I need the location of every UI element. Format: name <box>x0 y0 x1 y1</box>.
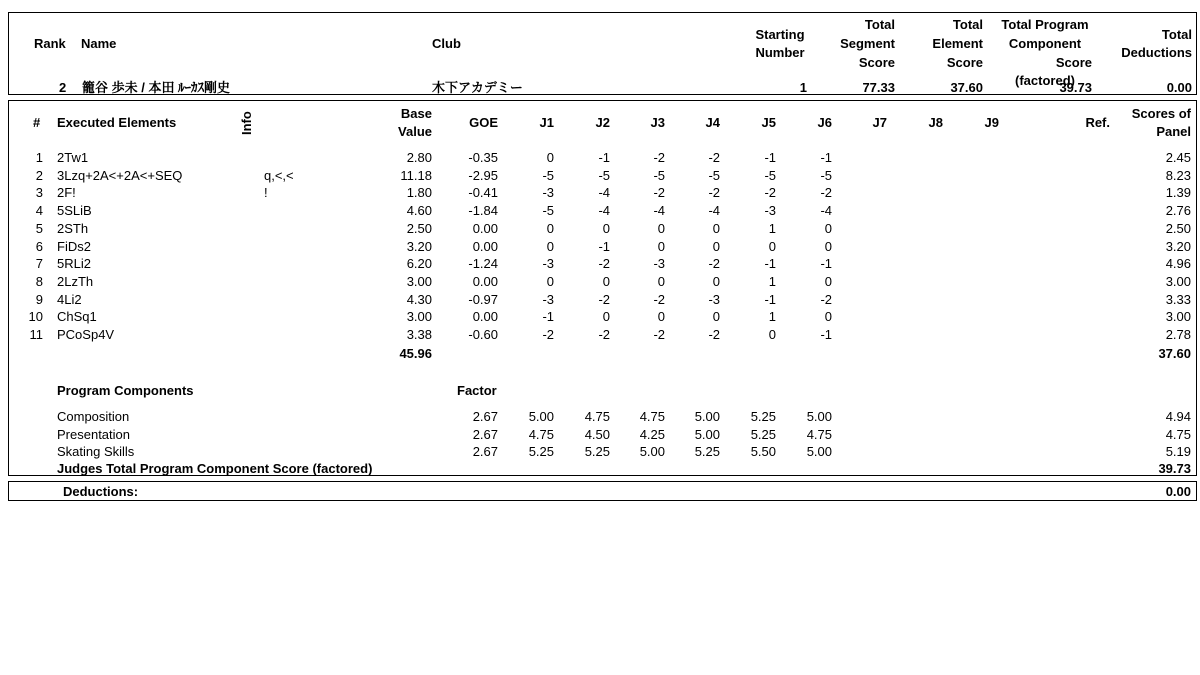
judge-header-7: J7 <box>872 115 887 130</box>
element-judge-score: 0 <box>768 238 776 254</box>
element-code: 2F! <box>57 185 76 201</box>
component-factor: 2.67 <box>472 426 498 442</box>
element-judge-score: -2 <box>820 185 832 201</box>
element-judge-score: -2 <box>598 256 610 272</box>
element-num: 7 <box>35 256 43 272</box>
judge-header-8: J8 <box>928 115 943 130</box>
element-num: 9 <box>35 291 43 307</box>
element-num: 11 <box>29 327 43 342</box>
component-judge-score: 5.25 <box>528 444 554 460</box>
component-name: Presentation <box>57 426 130 442</box>
total-element-score-label-1: Total <box>952 17 983 32</box>
col-num-header: # <box>33 115 41 130</box>
tpcs-label-1: Total Program <box>1001 17 1089 32</box>
col-info-header: Info <box>239 111 254 135</box>
element-judge-score: 0 <box>824 273 832 289</box>
element-goe: 0.00 <box>472 309 498 325</box>
element-judge-score: -4 <box>653 203 665 219</box>
element-judge-score: -5 <box>820 167 832 183</box>
judge-header-1: J1 <box>539 115 554 130</box>
element-judge-score: 0 <box>602 220 610 236</box>
element-judge-score: 0 <box>546 220 554 236</box>
judge-header-2: J2 <box>595 115 610 130</box>
tpcs-label-2: Component <box>1008 36 1082 51</box>
starting-number-label-2: Number <box>755 45 805 60</box>
component-judge-score: 5.00 <box>528 409 554 424</box>
rank-label: Rank <box>34 36 66 51</box>
component-judge-score: 5.25 <box>750 426 776 442</box>
col-panel-header-2: Panel <box>1156 124 1191 139</box>
element-judge-score: -3 <box>542 291 554 307</box>
col-goe-header: GOE <box>469 115 498 130</box>
col-base-header-2: Value <box>398 124 432 139</box>
element-num: 10 <box>28 309 43 325</box>
element-panel-score: 8.23 <box>1165 167 1191 183</box>
component-panel-score: 4.94 <box>1165 409 1191 424</box>
element-base-value: 4.30 <box>406 291 432 307</box>
component-judge-score: 5.25 <box>584 444 610 460</box>
element-judge-score: 0 <box>602 309 610 325</box>
component-judge-score: 5.25 <box>750 409 776 424</box>
element-panel-score: 3.33 <box>1165 291 1191 307</box>
component-factor: 2.67 <box>472 409 498 424</box>
deductions-value: 0.00 <box>1165 484 1191 499</box>
element-panel-score: 2.50 <box>1165 220 1191 236</box>
element-goe: 0.00 <box>472 220 498 236</box>
element-base-value: 2.80 <box>406 150 432 165</box>
element-panel-score: 2.76 <box>1165 203 1191 219</box>
element-code: 4Li2 <box>57 291 82 307</box>
element-judge-score: -2 <box>598 291 610 307</box>
element-judge-score: 0 <box>712 309 720 325</box>
element-judge-score: -5 <box>708 167 720 183</box>
col-elements-header: Executed Elements <box>57 115 177 130</box>
element-judge-score: 0 <box>712 238 720 254</box>
component-panel-score: 5.19 <box>1165 444 1191 460</box>
element-code: PCoSp4V <box>57 327 115 342</box>
component-judge-score: 4.75 <box>639 409 665 424</box>
element-info: ! <box>264 185 268 201</box>
element-judge-score: -1 <box>764 256 776 272</box>
element-judge-score: -2 <box>708 185 720 201</box>
element-goe: -0.60 <box>468 327 498 342</box>
element-judge-score: -4 <box>708 203 720 219</box>
element-panel-score: 3.00 <box>1165 273 1191 289</box>
col-panel-header-1: Scores of <box>1131 106 1191 121</box>
element-judge-score: -2 <box>653 291 665 307</box>
element-judge-score: -2 <box>708 150 720 165</box>
element-base-value: 1.80 <box>406 185 432 201</box>
element-judge-score: -2 <box>708 327 720 342</box>
element-judge-score: 0 <box>824 220 832 236</box>
total-segment-score-label-1: Total <box>864 17 895 32</box>
element-judge-score: 0 <box>824 238 832 254</box>
judges-total-pcs-value: 39.73 <box>1158 461 1191 476</box>
total-element-score-label-3: Score <box>946 55 983 70</box>
element-judge-score: -5 <box>653 167 665 183</box>
element-base-value: 11.18 <box>400 167 432 183</box>
element-judge-score: 1 <box>768 273 776 289</box>
total-deductions-label-1: Total <box>1161 27 1192 42</box>
element-goe: -0.35 <box>468 150 498 165</box>
skater-name: 籠谷 歩未 / 本田 ﾙｰｶｽ剛史 <box>82 80 231 95</box>
starting-number-value: 1 <box>799 80 807 95</box>
judge-header-3: J3 <box>650 115 665 130</box>
col-ref-header: Ref. <box>1085 115 1110 130</box>
judge-header-6: J6 <box>817 115 832 130</box>
component-judge-score: 4.25 <box>639 426 665 442</box>
judges-total-pcs-label: Judges Total Program Component Score (factored) <box>57 461 373 476</box>
element-judge-score: -2 <box>542 327 554 342</box>
element-base-value: 2.50 <box>406 220 432 236</box>
total-element-score-value: 37.60 <box>950 80 983 95</box>
element-goe: -1.24 <box>468 256 498 272</box>
element-judge-score: -1 <box>542 309 554 325</box>
element-judge-score: -2 <box>653 150 665 165</box>
element-judge-score: -4 <box>598 185 610 201</box>
total-segment-score-value: 77.33 <box>862 80 895 95</box>
component-factor: 2.67 <box>472 444 498 460</box>
program-components-title: Program Components <box>57 383 194 398</box>
element-judge-score: -3 <box>708 291 720 307</box>
element-code: 5RLi2 <box>57 256 91 272</box>
tpcs-label-4: (factored) <box>1015 73 1075 88</box>
element-num: 4 <box>35 203 43 219</box>
component-judge-score: 5.00 <box>806 409 832 424</box>
starting-number-label-1: Starting <box>755 27 805 42</box>
component-name: Skating Skills <box>57 444 135 460</box>
element-judge-score: -1 <box>820 150 832 165</box>
element-code: 2Tw1 <box>57 150 89 165</box>
element-panel-score: 1.39 <box>1165 185 1191 201</box>
element-judge-score: 1 <box>768 220 776 236</box>
element-code: 5SLiB <box>57 203 92 219</box>
element-judge-score: 0 <box>657 309 665 325</box>
element-judge-score: -2 <box>708 256 720 272</box>
element-base-value: 3.00 <box>406 273 432 289</box>
element-goe: -1.84 <box>468 203 498 219</box>
element-judge-score: 0 <box>546 238 554 254</box>
element-code: 2LzTh <box>57 273 94 289</box>
element-code: 3Lzq+2A<+2A<+SEQ <box>57 167 183 183</box>
element-judge-score: 1 <box>768 309 776 325</box>
col-base-header-1: Base <box>400 106 432 121</box>
element-judge-score: -5 <box>542 203 554 219</box>
name-label: Name <box>81 36 117 51</box>
total-element-score-label-2: Element <box>932 36 983 51</box>
element-goe: 0.00 <box>472 238 498 254</box>
element-judge-score: 0 <box>768 327 776 342</box>
element-goe: -0.41 <box>468 185 498 201</box>
total-deductions-value: 0.00 <box>1166 80 1192 95</box>
element-judge-score: -1 <box>764 291 776 307</box>
judge-header-9: J9 <box>984 115 999 130</box>
element-judge-score: -3 <box>542 185 554 201</box>
club-name: 木下アカデミー <box>432 80 523 95</box>
element-judge-score: 0 <box>602 273 610 289</box>
score-header <box>8 12 1197 95</box>
component-panel-score: 4.75 <box>1165 426 1191 442</box>
rank-value: 2 <box>59 80 67 95</box>
panel-score-total: 37.60 <box>1158 346 1191 361</box>
component-judge-score: 5.25 <box>694 444 720 460</box>
element-base-value: 4.60 <box>406 203 432 219</box>
element-goe: -2.95 <box>468 167 498 183</box>
element-judge-score: 0 <box>824 309 832 325</box>
element-num: 2 <box>35 167 43 183</box>
deductions-label: Deductions: <box>63 484 139 499</box>
element-judge-score: 0 <box>546 150 554 165</box>
tpcs-value: 39.73 <box>1059 80 1092 95</box>
component-judge-score: 5.50 <box>750 444 776 460</box>
elements-panel <box>8 100 1197 476</box>
component-judge-score: 4.75 <box>584 409 610 424</box>
component-judge-score: 5.00 <box>694 409 720 424</box>
element-judge-score: -3 <box>542 256 554 272</box>
element-judge-score: 0 <box>712 273 720 289</box>
component-name: Composition <box>57 409 130 424</box>
element-num: 5 <box>35 220 43 236</box>
component-judge-score: 4.50 <box>584 426 610 442</box>
component-judge-score: 5.00 <box>806 444 832 460</box>
element-code: FiDs2 <box>57 238 91 254</box>
element-goe: -0.97 <box>468 291 498 307</box>
element-panel-score: 3.20 <box>1165 238 1191 254</box>
judge-header-4: J4 <box>705 115 720 130</box>
element-judge-score: 0 <box>712 220 720 236</box>
element-num: 3 <box>35 185 43 201</box>
element-judge-score: -2 <box>764 185 776 201</box>
element-judge-score: 0 <box>546 273 554 289</box>
total-deductions-label-2: Deductions <box>1121 45 1192 60</box>
element-judge-score: -2 <box>598 327 610 342</box>
component-judge-score: 5.00 <box>639 444 665 460</box>
element-judge-score: -1 <box>820 327 832 342</box>
element-judge-score: -5 <box>764 167 776 183</box>
club-label: Club <box>432 36 461 51</box>
element-judge-score: -1 <box>820 256 832 272</box>
element-info: q,<,< <box>264 167 294 183</box>
element-judge-score: -1 <box>764 150 776 165</box>
element-judge-score: -4 <box>820 203 832 219</box>
total-segment-score-label-2: Segment <box>840 36 895 51</box>
judge-header-5: J5 <box>761 115 776 130</box>
component-judge-score: 5.00 <box>694 426 720 442</box>
element-base-value: 3.38 <box>406 327 432 342</box>
element-judge-score: -2 <box>653 185 665 201</box>
element-base-value: 3.00 <box>406 309 432 325</box>
element-num: 6 <box>35 238 43 254</box>
element-goe: 0.00 <box>472 273 498 289</box>
deductions-row <box>8 481 1197 501</box>
element-panel-score: 4.96 <box>1165 256 1191 272</box>
total-segment-score-label-3: Score <box>858 55 895 70</box>
element-panel-score: 2.45 <box>1165 150 1191 165</box>
element-judge-score: -4 <box>598 203 610 219</box>
element-code: ChSq1 <box>57 309 97 325</box>
element-judge-score: -2 <box>653 327 665 342</box>
element-num: 8 <box>35 273 43 289</box>
element-judge-score: -1 <box>598 150 610 165</box>
element-base-value: 6.20 <box>406 256 432 272</box>
component-judge-score: 4.75 <box>528 426 554 442</box>
tpcs-label-3: Score <box>1055 55 1092 70</box>
element-judge-score: -5 <box>598 167 610 183</box>
element-base-value: 3.20 <box>406 238 432 254</box>
factor-label: Factor <box>457 383 497 398</box>
element-num: 1 <box>35 150 43 165</box>
element-judge-score: 0 <box>657 273 665 289</box>
element-judge-score: -3 <box>653 256 665 272</box>
element-code: 2STh <box>57 220 89 236</box>
component-judge-score: 4.75 <box>806 426 832 442</box>
element-judge-score: -3 <box>764 203 776 219</box>
element-judge-score: -5 <box>542 167 554 183</box>
element-judge-score: -2 <box>820 291 832 307</box>
base-value-total: 45.96 <box>399 346 432 361</box>
element-judge-score: 0 <box>657 238 665 254</box>
element-judge-score: 0 <box>657 220 665 236</box>
element-panel-score: 2.78 <box>1165 327 1191 342</box>
element-judge-score: -1 <box>598 238 610 254</box>
element-panel-score: 3.00 <box>1165 309 1191 325</box>
